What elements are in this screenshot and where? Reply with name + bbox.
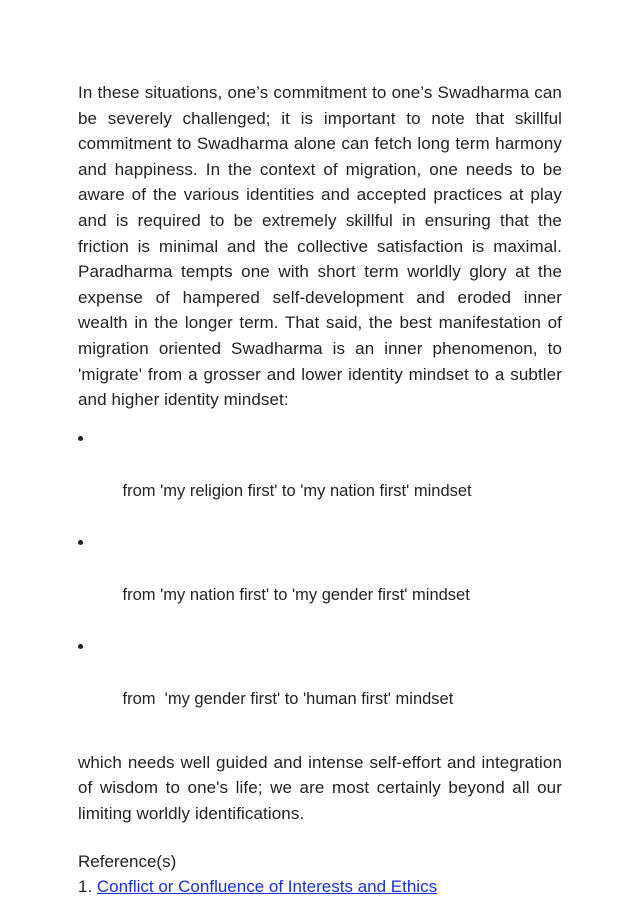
- document-page: [78, 80, 562, 900]
- body-paragraph-2: which needs well guided and intense self-effort and integration of wisdom to one's life; we are most certainly beyond all our limiting worldly identifications.: [78, 752, 562, 823]
- bullet-icon: [78, 540, 83, 545]
- list-item-text: from 'my gender first' to 'human first' mindset: [122, 689, 454, 708]
- reference-section: [78, 849, 562, 900]
- reference-link[interactable]: Conflict or Confluence of Interests and Ethics: [96, 877, 438, 897]
- bullet-list: [78, 426, 562, 738]
- list-item: [78, 426, 562, 530]
- list-item-text: from 'my nation first' to 'my gender first' mindset: [122, 585, 470, 604]
- reference-number: 1.: [78, 877, 97, 897]
- bullet-icon: [78, 436, 83, 441]
- list-item-text: from 'my religion first' to 'my nation first' mindset: [122, 481, 472, 500]
- body-paragraph-1: In these situations, one’s commitment to one’s Swadharma can be severely challenged; it is important to note that skillful commitment to Swadharma alone can fetch long term harmony and happiness. In the context of migration, one needs to be aware of the various identities and accepted practices at play and is required to be extremely skillful in ensuring that the friction is minimal and the collective satisfaction is maximal. Paradharma tempts one with short term worldly glory at the expense of hampered self-development and eroded inner wealth in the longer term. That said, the best manifestation of migration oriented Swadharma is an inner phenomenon, to 'migrate' from a grosser and lower identity mindset to a subtler and higher identity mindset:: [78, 83, 562, 410]
- list-item: [78, 530, 562, 634]
- reference-item: [78, 874, 562, 900]
- reference-heading: Reference(s): [78, 851, 177, 871]
- bullet-icon: [78, 644, 83, 649]
- list-item: [78, 634, 562, 738]
